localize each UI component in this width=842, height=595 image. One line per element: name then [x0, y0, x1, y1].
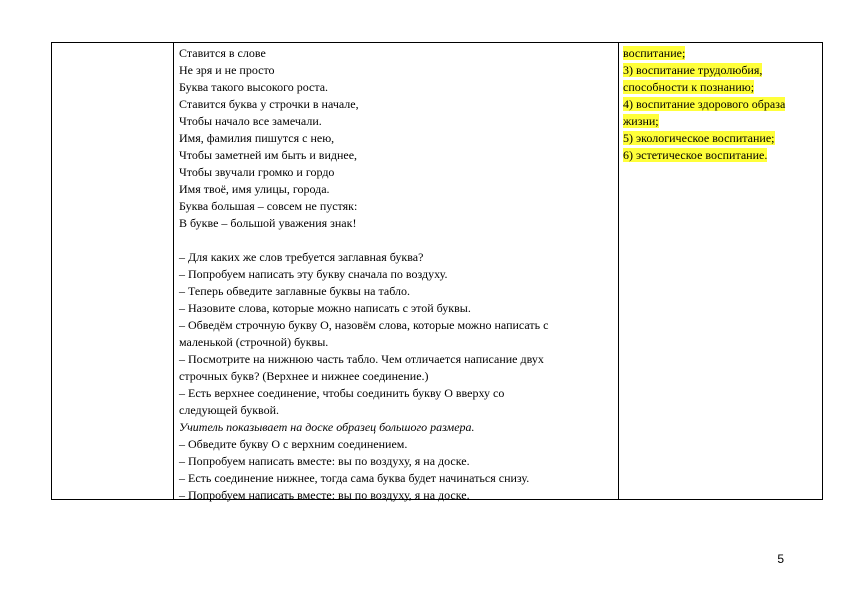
page-number: 5 [777, 552, 784, 566]
text-line: Буква такого высокого роста. [179, 80, 329, 94]
text-line: маленькой (строчной) буквы. [179, 335, 329, 349]
text-line: – Для каких же слов требуется заглавная буква? [179, 250, 424, 264]
text-line: Ставится буква у строчки в начале, [179, 97, 359, 111]
text-line: Буква большая – совсем не пустяк: [179, 199, 358, 213]
text-line: – Теперь обведите заглавные буквы на табло. [179, 284, 411, 298]
text-line: строчных букв? (Верхнее и нижнее соединение.) [179, 369, 429, 383]
text-line: В букве – большой уважения знак! [179, 216, 357, 230]
text-line: – Назовите слова, которые можно написать с этой буквы. [179, 301, 471, 315]
objective-line: 6) эстетическое воспитание. [623, 148, 768, 162]
content-table [51, 42, 823, 500]
text-line: Чтобы звучали громко и гордо [179, 165, 335, 179]
text-line: – Попробуем написать вместе: вы по воздуху, я на доске. [179, 454, 470, 468]
blank-line [179, 232, 619, 249]
text-line: – Попробуем написать эту букву сначала по воздуху. [179, 267, 448, 281]
text-line: Чтобы заметней им быть и виднее, [179, 148, 358, 162]
text-line: Чтобы начало все замечали. [179, 114, 322, 128]
text-line: Не зря и не просто [179, 63, 275, 77]
text-line: Имя, фамилия пишутся с нею, [179, 131, 335, 145]
text-line: Имя твоё, имя улицы, города. [179, 182, 330, 196]
objective-line: 3) воспитание трудолюбия, [623, 63, 763, 77]
text-line: – Обведём строчную букву О, назовём слова, которые можно написать с [179, 318, 549, 332]
text-line: Ставится в слове [179, 46, 266, 60]
text-line: – Попробуем написать вместе: вы по воздуху, я на доске. [179, 488, 470, 502]
teacher-note-line: Учитель показывает на доске образец большого размера. [179, 420, 475, 434]
objective-line: 4) воспитание здорового образа [623, 97, 786, 111]
objectives-column [623, 45, 822, 164]
text-line: – Посмотрите на нижнюю часть табло. Чем отличается написание двух [179, 352, 544, 366]
lesson-text-column [179, 45, 619, 504]
objective-line: жизни; [623, 114, 659, 128]
text-line: – Есть верхнее соединение, чтобы соединить букву О вверху со [179, 386, 505, 400]
objective-line: способности к познанию; [623, 80, 755, 94]
text-line: – Есть соединение нижнее, тогда сама буква будет начинаться снизу. [179, 471, 530, 485]
column-divider-left [173, 43, 174, 499]
objective-line: 5) экологическое воспитание; [623, 131, 775, 145]
text-line: – Обведите букву О с верхним соединением. [179, 437, 408, 451]
objective-line: воспитание; [623, 46, 686, 60]
text-line: следующей буквой. [179, 403, 280, 417]
